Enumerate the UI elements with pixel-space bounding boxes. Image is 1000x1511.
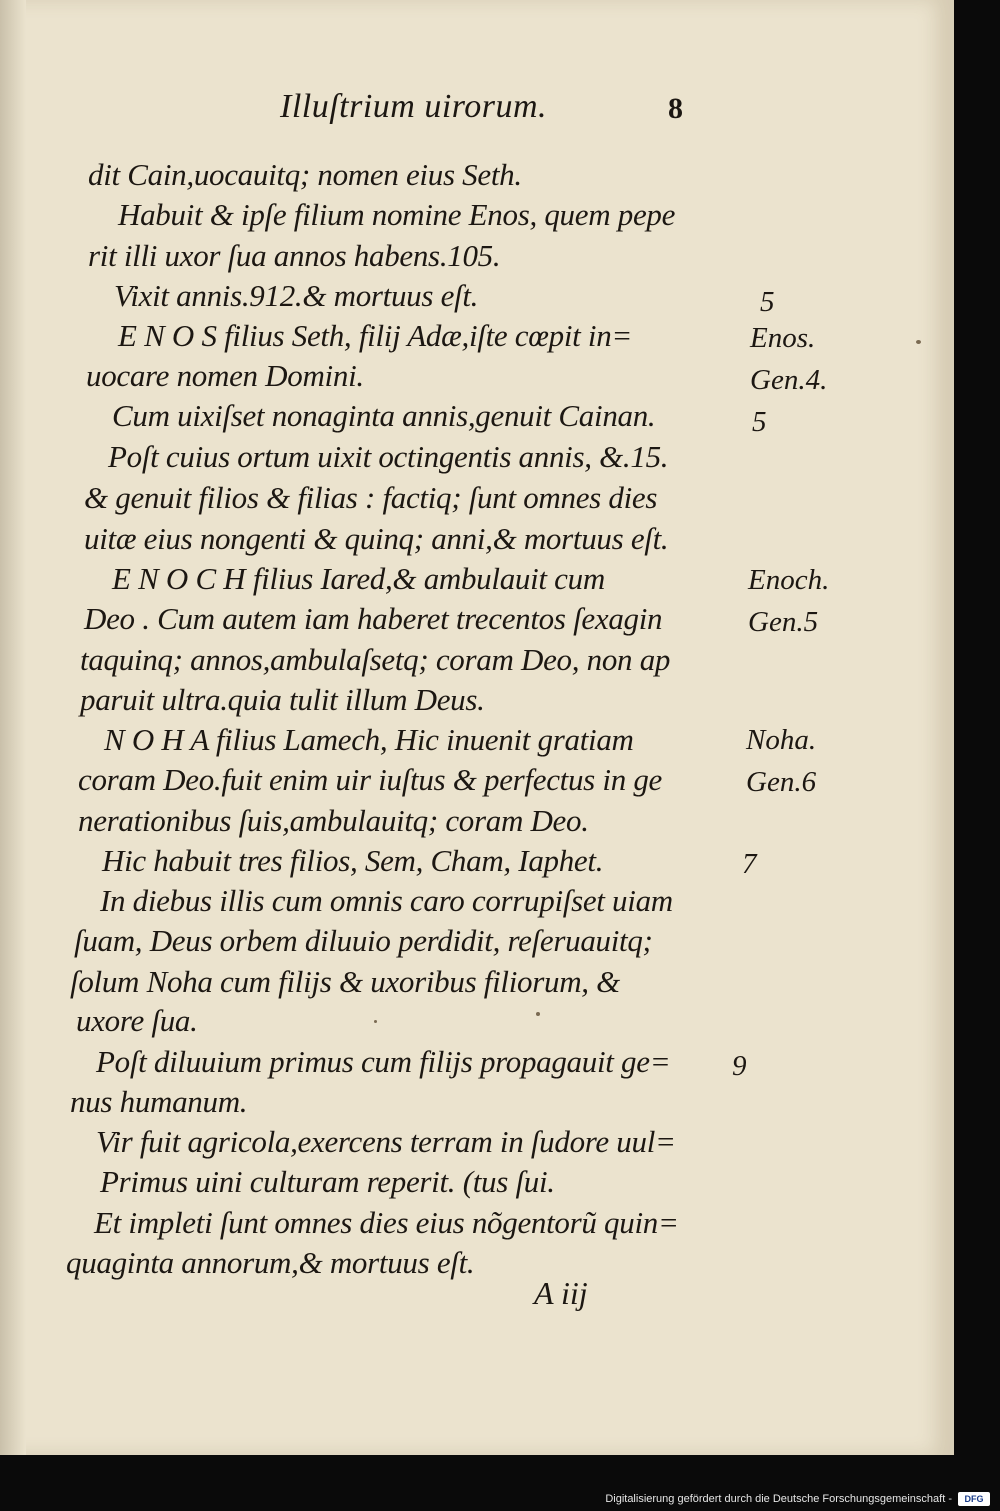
text-line: Deo . Cum autem iam haberet trecentos ſexagin <box>84 601 663 636</box>
folio-number: 8 <box>668 92 683 125</box>
margin-name-note: Enoch. <box>748 564 830 596</box>
text-line: uocare nomen Domini. <box>86 358 364 393</box>
paper-speck <box>536 1012 540 1016</box>
text-line: Vir fuit agricola,exercens terram in ſudore uul= <box>96 1124 676 1159</box>
text-line: taquinq; annos,ambulaſsetq; coram Deo, non ap <box>80 642 671 677</box>
text-line: & genuit filios & filias : factiq; ſunt omnes dies <box>84 480 658 515</box>
text-line: Primus uini culturam reperit. (tus ſui. <box>100 1164 555 1199</box>
text-line: Poſt diluuium primus cum filijs propagauit ge= <box>96 1044 671 1079</box>
text-line: E N O S filius Seth, filij Adæ,iſte cœpit in= <box>118 318 633 353</box>
margin-verse-number: 5 <box>760 286 775 318</box>
page-gutter <box>0 0 26 1455</box>
text-line: Poſt cuius ortum uixit octingentis annis, &.15. <box>108 439 669 474</box>
margin-reference: Gen.5 <box>748 606 819 638</box>
text-line: In diebus illis cum omnis caro corrupiſset uiam <box>100 883 673 918</box>
text-line: ſuam, Deus orbem diluuio perdidit, reſeruauitq; <box>74 923 653 958</box>
dfg-logo: DFG <box>958 1492 990 1506</box>
text-line: uitæ eius nongenti & quinq; anni,& mortuus eſt. <box>84 521 669 556</box>
text-line: dit Cain,uocauitq; nomen eius Seth. <box>88 157 522 192</box>
text-line: Cum uixiſset nonaginta annis,genuit Cainan. <box>112 398 656 433</box>
margin-name-note: Enos. <box>750 322 816 354</box>
text-line: Et impleti ſunt omnes dies eius nõgentorũ quin= <box>94 1205 679 1240</box>
text-line: nerationibus ſuis,ambulauitq; coram Deo. <box>78 803 589 838</box>
running-header: Illuſtrium uirorum. <box>280 88 548 125</box>
paper-speck <box>916 340 921 344</box>
text-line: E N O C H filius Iared,& ambulauit cum <box>112 561 605 596</box>
text-line: ſolum Noha cum filijs & uxoribus filiorum, & <box>70 964 620 999</box>
margin-verse-number: 7 <box>742 848 757 880</box>
text-line: Hic habuit tres filios, Sem, Cham, Iaphet. <box>102 843 604 878</box>
text-line: Vixit annis.912.& mortuus eſt. <box>114 278 479 313</box>
signature-mark: A iij <box>534 1275 588 1311</box>
text-line: uxore ſua. <box>76 1003 198 1038</box>
text-line: paruit ultra.quia tulit illum Deus. <box>80 682 485 717</box>
margin-verse-number: 5 <box>752 406 767 438</box>
margin-verse-number: 9 <box>732 1050 747 1082</box>
margin-name-note: Noha. <box>746 724 817 756</box>
text-line: quaginta annorum,& mortuus eſt. <box>66 1245 475 1280</box>
paper-speck <box>374 1020 377 1023</box>
text-line: coram Deo.fuit enim uir iuſtus & perfectus in ge <box>78 762 663 797</box>
margin-reference: Gen.4. <box>750 364 828 396</box>
text-line: rit illi uxor ſua annos habens.105. <box>88 238 501 273</box>
text-line: nus humanum. <box>70 1084 248 1119</box>
margin-reference: Gen.6 <box>746 766 817 798</box>
funding-credit: Digitalisierung gefördert durch die Deutsche Forschungsgemeinschaft - <box>605 1493 952 1505</box>
text-line: Habuit & ipſe filium nomine Enos, quem pepe <box>118 197 676 232</box>
text-line: N O H A filius Lamech, Hic inuenit gratiam <box>104 722 634 757</box>
